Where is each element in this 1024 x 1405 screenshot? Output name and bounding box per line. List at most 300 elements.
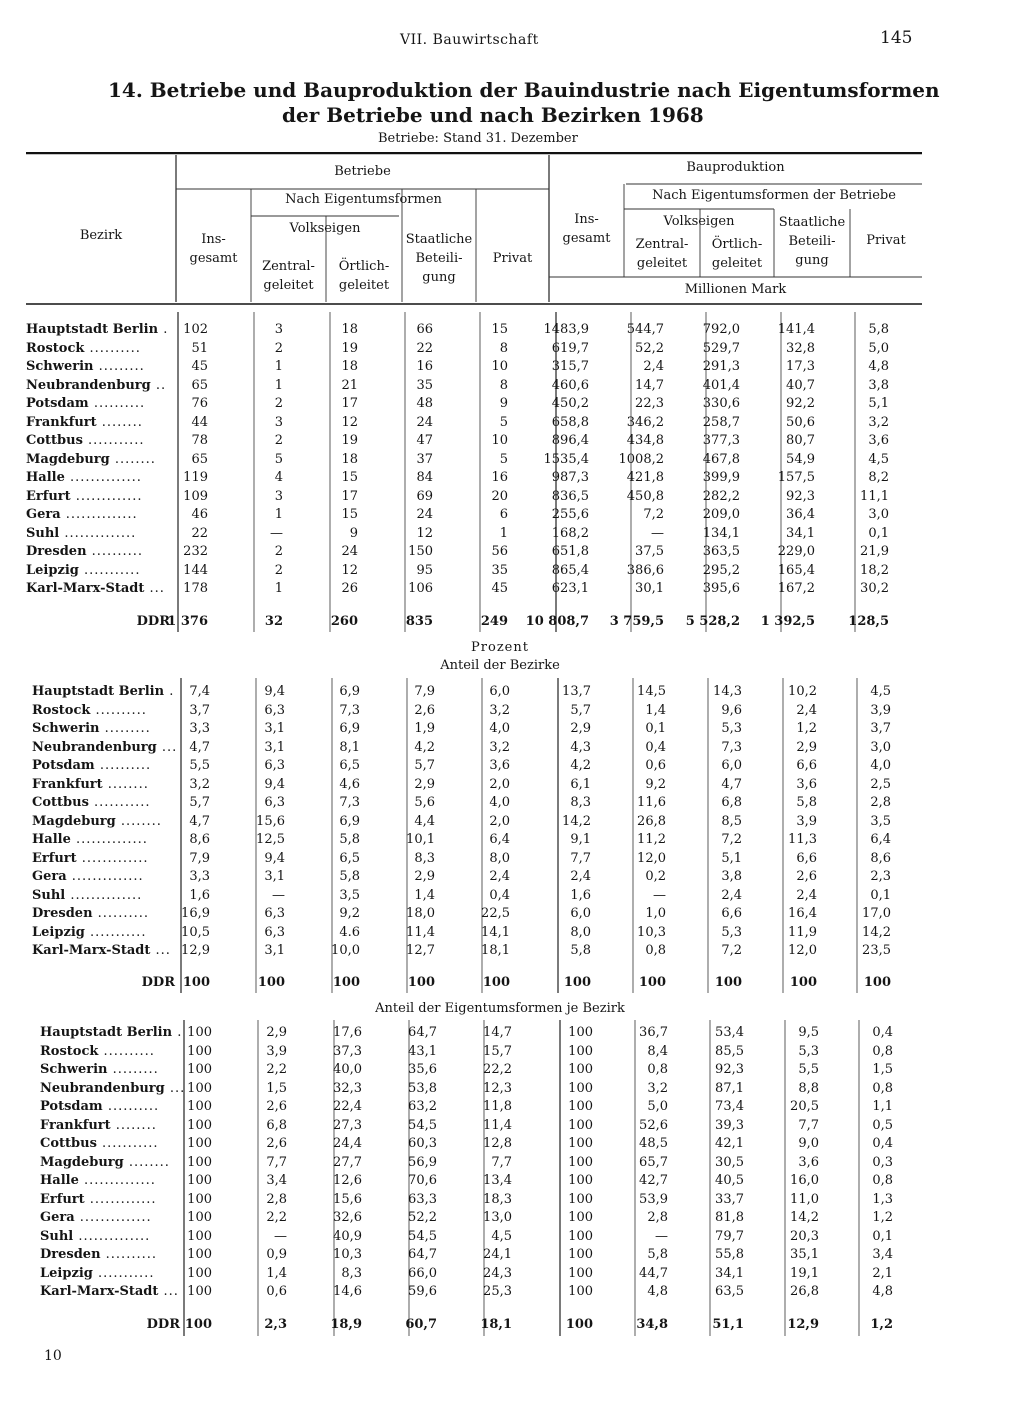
header-privat: Privat	[492, 251, 533, 266]
table-cell: 2	[274, 562, 283, 578]
table-cell: 5,8	[868, 322, 889, 337]
table-cell: 40,5	[715, 1173, 744, 1188]
table-cell: 37	[416, 451, 433, 467]
table-cell: 2,4	[796, 702, 817, 718]
table-cell: 92,3	[715, 1062, 744, 1077]
table-cell: 1,6	[570, 887, 591, 903]
table-cell: 11,4	[483, 1117, 512, 1133]
table-cell: 20,3	[790, 1228, 819, 1244]
table-cell: 9,4	[264, 684, 285, 699]
table-cell: 100	[568, 1284, 593, 1299]
table-cell: 18,2	[860, 562, 889, 578]
table-cell: 7,7	[570, 850, 591, 866]
table-cell: 1,6	[189, 887, 210, 903]
table-cell: 3,1	[264, 869, 285, 884]
table-cell: 363,5	[702, 544, 740, 559]
header-bp-nach-eigentumsformen: Nach Eigentumsformen der Betriebe	[652, 188, 896, 203]
table-cell: 81,8	[715, 1210, 744, 1225]
table-cell: 100	[187, 1284, 212, 1299]
table-cell: 6,8	[721, 795, 742, 810]
table-cell: 10,5	[181, 924, 210, 940]
table-cell: 9,2	[645, 776, 666, 792]
table-cell: 40,0	[333, 1062, 362, 1077]
total-cell: 100	[714, 975, 742, 990]
table-cell: 100	[187, 1136, 212, 1151]
table-cell: 3,2	[489, 702, 510, 718]
table-cell: 4,5	[491, 1228, 512, 1244]
table-cell: 27,7	[333, 1154, 362, 1170]
table-cell: 2,4	[643, 359, 664, 374]
table-cell: 44,7	[639, 1265, 668, 1281]
leader-dots: ..............	[60, 507, 138, 522]
bezirk-name: Schwerin	[32, 721, 100, 736]
table-cell: 7,2	[643, 507, 664, 522]
total-cell: 18,9	[330, 1317, 362, 1332]
table-cell: 460,6	[551, 377, 589, 393]
table-cell: 1	[274, 359, 283, 374]
table-cell: 12	[416, 525, 433, 541]
table-cell: 282,2	[702, 488, 740, 504]
table-cell: 4.6	[339, 924, 360, 940]
table-cell: 45	[491, 581, 508, 596]
table-cell: 26,8	[637, 813, 666, 829]
table-cell: 2,4	[721, 887, 742, 903]
table-cell: 24,1	[483, 1247, 512, 1262]
table-cell: 3,1	[264, 943, 285, 958]
row-label	[40, 1229, 150, 1244]
table-cell: 3,2	[189, 776, 210, 792]
bezirk-name: Potsdam	[26, 396, 89, 411]
leader-dots: ..........	[92, 906, 149, 921]
table-cell: 9,2	[339, 906, 360, 921]
bezirk-name: Neubrandenburg	[26, 377, 151, 393]
table-cell: 0,9	[266, 1247, 287, 1262]
table-cell: 3,6	[798, 1154, 819, 1170]
table-cell: 85,5	[715, 1043, 744, 1059]
row-label	[40, 1044, 155, 1059]
table-cell: 12,6	[333, 1173, 362, 1188]
table-cell: 22	[416, 340, 433, 356]
table-cell: 42,1	[715, 1136, 744, 1151]
table-cell: 54,5	[408, 1117, 437, 1133]
table-cell: 24,3	[483, 1265, 512, 1281]
table-cell: 100	[568, 1210, 593, 1225]
table-cell: 100	[187, 1210, 212, 1225]
total-cell: 249	[480, 614, 508, 629]
table-cell: 6,5	[339, 758, 360, 773]
table-cell: 11,2	[637, 832, 666, 847]
total-cell: 100	[789, 975, 817, 990]
total-cell: 1,2	[870, 1317, 893, 1332]
table-cell: 3,2	[489, 739, 510, 755]
table-cell: 20	[491, 488, 508, 504]
table-cell: 13,7	[562, 684, 591, 699]
table-cell: 1,4	[645, 702, 666, 718]
table-cell: 141,4	[777, 322, 815, 337]
table-cell: 100	[568, 1025, 593, 1040]
table-cell: 7,2	[721, 943, 742, 958]
table-cell: 0,1	[645, 721, 666, 736]
table-cell: 987,3	[551, 470, 589, 485]
table-cell: 2,6	[266, 1136, 287, 1151]
table-cell: 4,6	[339, 776, 360, 792]
leader-dots: .........	[93, 359, 145, 374]
table-cell: 168,2	[551, 525, 589, 541]
table-cell: 65	[191, 377, 208, 393]
table-cell: 19	[341, 433, 358, 448]
bezirk-name: Cottbus	[40, 1136, 97, 1151]
bezirk-name: Halle	[40, 1173, 79, 1188]
bezirk-name: Potsdam	[32, 758, 95, 773]
total-cell: 100	[565, 1317, 593, 1332]
total-cell: 100	[638, 975, 666, 990]
total-cell: 835	[405, 614, 433, 629]
table-cell: 22	[191, 525, 208, 541]
table-cell: 17,3	[786, 359, 815, 374]
header-betriebe: Betriebe	[334, 164, 391, 179]
table-cell: 16,4	[788, 906, 817, 921]
table-cell: 14,1	[481, 924, 510, 940]
table-cell: 3,7	[189, 702, 210, 718]
table-cell: 377,3	[702, 433, 740, 448]
leader-dots: .............	[76, 850, 149, 866]
bezirk-name: Suhl	[26, 525, 60, 541]
table-cell: 46	[191, 507, 208, 522]
table-cell: 100	[568, 1247, 593, 1262]
table-cell: 4,7	[189, 739, 210, 755]
table-cell: 40,9	[333, 1228, 362, 1244]
table-cell: 3,2	[868, 414, 889, 430]
table-cell: 0,1	[870, 887, 891, 903]
leader-dots: ..............	[78, 1173, 156, 1188]
table-cell: 87,1	[715, 1080, 744, 1096]
bezirk-name: Cottbus	[26, 433, 83, 448]
bezirk-name: Halle	[32, 832, 71, 847]
header-zentral-geleitet: Zentral- geleitet	[262, 259, 315, 293]
table-cell: 15,6	[256, 813, 285, 829]
table-cell: 5,7	[570, 702, 591, 718]
table-cell: 258,7	[702, 414, 740, 430]
table-cell: 14,2	[862, 924, 891, 940]
table-cell: 5,8	[796, 795, 817, 810]
bezirk-name: Erfurt	[40, 1191, 85, 1207]
table-cell: 2	[274, 433, 283, 448]
leader-dots: ..........	[90, 702, 147, 718]
table-cell: 8	[499, 340, 508, 356]
table-cell: 100	[568, 1191, 593, 1207]
table-cell: 18,0	[406, 906, 435, 921]
leader-dots: ...........	[88, 795, 151, 810]
table-cell: 11,3	[788, 832, 817, 847]
table-cell: 4,8	[647, 1284, 668, 1299]
table-cell: 1,9	[414, 721, 435, 736]
table-cell: 5,3	[721, 721, 742, 736]
row-label	[40, 1192, 157, 1207]
table-cell: 0,1	[868, 525, 889, 541]
bezirk-name: Schwerin	[26, 359, 94, 374]
table-cell: 3	[274, 414, 283, 430]
bezirk-name: Dresden	[26, 544, 87, 559]
table-cell: 24	[416, 507, 433, 522]
leader-dots: ...	[156, 739, 178, 755]
table-cell: 26	[341, 581, 358, 596]
table-cell: 3,5	[339, 887, 360, 903]
table-cell: 100	[187, 1247, 212, 1262]
table-cell: 10,1	[406, 832, 435, 847]
table-cell: 2,1	[872, 1265, 893, 1281]
table-cell: 1,3	[872, 1191, 893, 1207]
table-cell: 2,6	[414, 702, 435, 718]
table-cell: 17,0	[862, 906, 891, 921]
table-cell: 4	[274, 470, 283, 485]
bezirk-name: Gera	[26, 507, 61, 522]
table-cell: 2	[274, 396, 283, 411]
table-cell: 178	[183, 581, 208, 596]
leader-dots: .........	[107, 1062, 159, 1077]
table-cell: 291,3	[702, 359, 740, 374]
table-cell: 11,0	[790, 1191, 819, 1207]
table-cell: 100	[187, 1062, 212, 1077]
table-cell: 6,3	[264, 924, 285, 940]
table-cell: 3,9	[266, 1043, 287, 1059]
table-cell: 35,1	[790, 1247, 819, 1262]
table-cell: 1	[274, 377, 283, 393]
table-cell: 6,4	[870, 832, 891, 847]
table-cell: 165,4	[777, 562, 815, 578]
leader-dots: ..............	[73, 1228, 151, 1244]
table-cell: 12	[341, 414, 358, 430]
table-cell: 12,9	[181, 943, 210, 958]
table-cell: 8	[499, 377, 508, 393]
table-cell: 40,7	[786, 377, 815, 393]
table-cell: 0,1	[872, 1228, 893, 1244]
table-cell: 54,5	[408, 1228, 437, 1244]
table-cell: 12,5	[256, 832, 285, 847]
table-cell: 14,2	[790, 1210, 819, 1225]
table-cell: 8,6	[189, 832, 210, 847]
table-cell: 4,2	[414, 739, 435, 755]
table-cell: 30,5	[715, 1154, 744, 1170]
section-subheading: Anteil der Bezirke	[440, 658, 560, 673]
total-cell: 3 759,5	[609, 614, 664, 629]
table-cell: 100	[187, 1117, 212, 1133]
table-cell: 6,0	[721, 758, 742, 773]
table-cell: 1,5	[872, 1062, 893, 1077]
footer-number: 10	[44, 1348, 62, 1364]
total-cell: 5 528,2	[685, 614, 740, 629]
total-cell: 100	[563, 975, 591, 990]
table-cell: 3,0	[870, 739, 891, 755]
bezirk-name: Suhl	[32, 887, 66, 903]
table-cell: 5,8	[339, 832, 360, 847]
table-cell: 3,1	[264, 721, 285, 736]
bezirk-name: Neubrandenburg	[40, 1080, 165, 1096]
table-cell: 3,8	[721, 869, 742, 884]
bezirk-name: Dresden	[40, 1247, 101, 1262]
table-cell: 63,3	[408, 1191, 437, 1207]
table-cell: 8,0	[489, 850, 510, 866]
table-cell: 5	[499, 414, 508, 430]
table-cell: 15	[341, 507, 358, 522]
leader-dots: ...	[158, 1284, 179, 1299]
leader-dots: ..............	[59, 525, 137, 541]
total-cell: 34,8	[636, 1317, 668, 1332]
bezirk-name: Frankfurt	[26, 414, 97, 430]
table-cell: 100	[568, 1099, 593, 1114]
leader-dots: ...	[144, 581, 165, 596]
table-cell: 229,0	[777, 544, 815, 559]
table-cell: 7,9	[414, 684, 435, 699]
table-cell: 17,6	[333, 1025, 362, 1040]
table-cell: 100	[187, 1191, 212, 1207]
table-cell: 0,4	[489, 887, 510, 903]
row-label	[40, 1247, 157, 1262]
total-cell: 51,1	[712, 1317, 744, 1332]
table-cell: 1	[499, 525, 508, 541]
leader-dots: ..........	[94, 758, 152, 773]
table-cell: 4,4	[414, 813, 435, 829]
table-cell: 17	[341, 396, 358, 411]
header-bp-staatliche-beteiligung: Staatliche Beteili- gung	[778, 215, 846, 268]
table-cell: 20,5	[790, 1099, 819, 1114]
table-cell: 21	[341, 377, 358, 393]
table-cell: 80,7	[786, 433, 815, 448]
bezirk-name: Halle	[26, 470, 65, 485]
table-cell: 12,7	[406, 943, 435, 958]
table-cell: 8,3	[341, 1265, 362, 1281]
table-cell: 51	[191, 340, 208, 356]
table-cell: 53,4	[715, 1025, 744, 1040]
table-cell: 19,1	[790, 1265, 819, 1281]
table-cell: 18,3	[483, 1191, 512, 1207]
table-cell: 2,5	[870, 776, 891, 792]
table-cell: 9,4	[264, 850, 285, 866]
table-cell: 14,5	[637, 684, 666, 699]
table-cell: 11,8	[483, 1099, 512, 1114]
leader-dots: ..............	[70, 832, 148, 847]
table-cell: 399,9	[702, 470, 740, 485]
table-cell: 5,7	[189, 795, 210, 810]
table-cell: 0,4	[645, 739, 666, 755]
table-cell: 0,6	[645, 758, 666, 773]
table-cell: 92,3	[786, 488, 815, 504]
table-cell: 386,6	[626, 562, 664, 578]
table-cell: 3,4	[872, 1247, 893, 1262]
bezirk-name: Dresden	[32, 906, 93, 921]
table-cell: —	[272, 887, 285, 903]
table-cell: 3,5	[870, 813, 891, 829]
table-cell: 2,6	[796, 869, 817, 884]
table-cell: 8,1	[339, 739, 360, 755]
table-cell: 15,7	[483, 1043, 512, 1059]
table-cell: 5,8	[647, 1247, 668, 1262]
table-cell: 619,7	[551, 340, 589, 356]
table-cell: 65	[191, 451, 208, 467]
table-cell: 2,4	[570, 869, 591, 884]
table-subtitle: Betriebe: Stand 31. Dezember	[378, 131, 578, 146]
table-cell: 1535,4	[543, 451, 589, 467]
table-title-line2: der Betriebe und nach Bezirken 1968	[282, 103, 704, 127]
table-cell: 836,5	[551, 488, 589, 504]
table-cell: 10,2	[788, 684, 817, 699]
table-cell: 119	[183, 470, 208, 485]
table-cell: 109	[183, 488, 208, 504]
table-cell: 22,4	[333, 1099, 362, 1114]
bezirk-name: Rostock	[32, 702, 91, 718]
table-cell: 5,1	[721, 850, 742, 866]
leader-dots: ........	[123, 1154, 170, 1170]
table-cell: 16,0	[790, 1173, 819, 1188]
table-cell: 2,9	[796, 739, 817, 755]
table-cell: 295,2	[702, 562, 740, 578]
table-cell: —	[274, 1228, 287, 1244]
leader-dots: ........	[109, 451, 156, 467]
table-cell: 865,4	[551, 562, 589, 578]
table-cell: 9,4	[264, 776, 285, 792]
header-millionen-mark: Millionen Mark	[684, 282, 787, 297]
table-cell: 7,3	[339, 795, 360, 810]
table-cell: 24,4	[333, 1136, 362, 1151]
table-cell: 36,7	[639, 1025, 668, 1040]
table-cell: 100	[187, 1228, 212, 1244]
table-cell: 157,5	[777, 470, 815, 485]
leader-dots: ...........	[92, 1265, 155, 1281]
header-bauproduktion: Bauproduktion	[686, 160, 785, 175]
table-cell: 37,3	[333, 1043, 362, 1059]
table-cell: 4,5	[870, 684, 891, 699]
table-cell: 44	[191, 414, 208, 430]
table-cell: 450,8	[626, 488, 664, 504]
table-cell: 1,4	[414, 887, 435, 903]
bezirk-name: Magdeburg	[32, 813, 116, 829]
table-cell: 100	[187, 1099, 212, 1114]
table-cell: 10	[491, 433, 508, 448]
table-cell: 2,9	[414, 869, 435, 884]
table-cell: 6,3	[264, 795, 285, 810]
table-cell: 6,0	[570, 906, 591, 921]
table-cell: 5,3	[798, 1043, 819, 1059]
table-cell: 102	[183, 322, 208, 337]
table-cell: 7,2	[721, 832, 742, 847]
leader-dots: ........	[96, 414, 143, 430]
table-cell: 167,2	[777, 581, 815, 596]
table-cell: 16	[416, 359, 433, 374]
leader-dots: ........	[102, 776, 149, 792]
table-cell: 7,3	[339, 702, 360, 718]
table-cell: 36,4	[786, 507, 815, 522]
table-cell: 395,6	[702, 581, 740, 596]
table-cell: 30,2	[860, 581, 889, 596]
table-cell: 434,8	[626, 433, 664, 448]
bezirk-name: Rostock	[26, 340, 85, 356]
table-cell: 56,9	[408, 1154, 437, 1170]
table-cell: 3,3	[189, 721, 210, 736]
table-cell: 9,0	[798, 1136, 819, 1151]
table-cell: 5,3	[721, 924, 742, 940]
table-cell: 66	[416, 322, 433, 337]
total-label: DDR	[136, 614, 170, 629]
bezirk-name: Karl-Marx-Stadt	[40, 1284, 159, 1299]
table-cell: 209,0	[702, 507, 740, 522]
table-cell: 34,1	[715, 1265, 744, 1281]
table-cell: 421,8	[626, 470, 664, 485]
table-cell: 2,2	[266, 1062, 287, 1077]
table-cell: 30,1	[635, 581, 664, 596]
bezirk-name: Schwerin	[40, 1062, 108, 1077]
header-staatliche-beteiligung: Staatliche Beteili- gung	[405, 232, 473, 285]
row-label	[40, 1118, 157, 1133]
header-bp-insgesamt: Ins- gesamt	[562, 212, 611, 246]
